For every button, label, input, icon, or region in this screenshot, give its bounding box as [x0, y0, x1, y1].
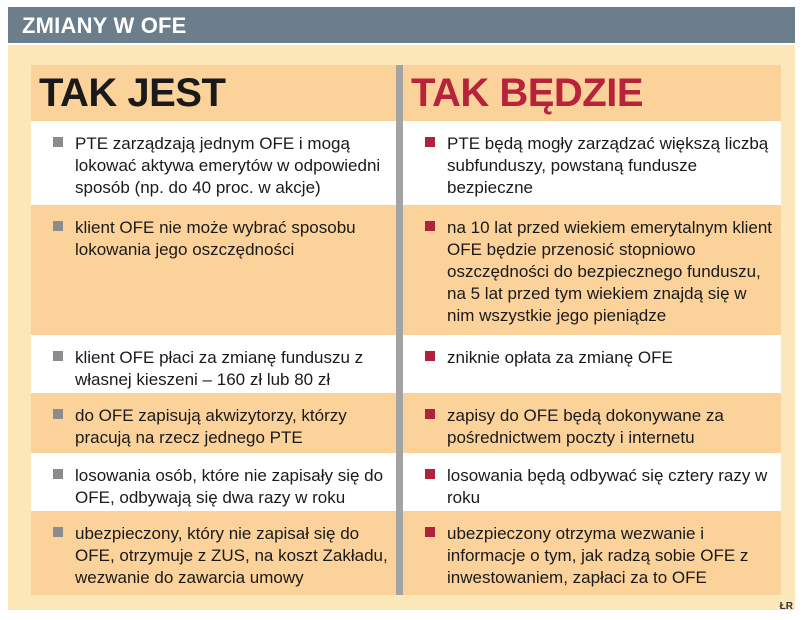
row-3-future-text: zniknie opłata za zmianę OFE: [447, 348, 673, 367]
column-header-future: [403, 65, 781, 121]
author-credit: ŁR: [779, 601, 793, 612]
column-divider: [396, 65, 403, 595]
bullet-square-icon: [425, 469, 435, 479]
column-header-current: [31, 65, 396, 121]
column-heading-future: TAK BĘDZIE: [411, 71, 644, 115]
bullet-square-icon: [53, 469, 63, 479]
bullet-square-icon: [53, 137, 63, 147]
bullet-square-icon: [425, 351, 435, 361]
bullet-square-icon: [53, 351, 63, 361]
row-2-current-text: klient OFE nie może wybrać sposobu lokowania jego oszczędności: [75, 218, 356, 259]
title-bar: [8, 7, 795, 43]
page-title: ZMIANY W OFE: [22, 13, 187, 38]
row-4-current: [31, 393, 396, 453]
bullet-square-icon: [53, 409, 63, 419]
row-6-current-text: ubezpieczony, który nie zapisał się do OFE, otrzymuje z ZUS, na koszt Zakładu, wezwanie do zawarcia umowy: [75, 524, 388, 587]
comparison-panel: [8, 45, 795, 610]
row-3-current: [31, 335, 396, 393]
row-1-current: [31, 121, 396, 205]
row-1-current-text: PTE zarządzają jednym OFE i mogą lokować aktywa emerytów w odpowiedni sposób (np. do 40 proc. w akcje): [75, 134, 381, 197]
bullet-square-icon: [425, 409, 435, 419]
row-5-future: [403, 453, 781, 511]
bullet-square-icon: [53, 221, 63, 231]
row-2-future: [403, 205, 781, 335]
row-5-current-text: losowania osób, które nie zapisały się do OFE, odbywają się dwa razy w roku: [75, 466, 384, 507]
row-5-current: [31, 453, 396, 511]
row-2-current: [31, 205, 396, 335]
row-4-future-text: zapisy do OFE będą dokonywane za pośrednictwem poczty i internetu: [447, 406, 724, 447]
row-4-current-text: do OFE zapisują akwizytorzy, którzy pracują na rzecz jednego PTE: [75, 406, 347, 447]
row-6-future-text: ubezpieczony otrzyma wezwanie i informacje o tym, jak radzą sobie OFE z inwestowaniem, zapłaci za to OFE: [447, 524, 749, 587]
row-3-current-text: klient OFE płaci za zmianę funduszu z własnej kieszeni – 160 zł lub 80 zł: [75, 348, 364, 389]
row-3-future: [403, 335, 781, 393]
row-6-future: [403, 511, 781, 595]
row-1-future-text: PTE będą mogły zarządzać większą liczbą subfunduszy, powstaną fundusze bezpieczne: [447, 134, 769, 197]
column-heading-current: TAK JEST: [39, 71, 226, 115]
bullet-square-icon: [425, 527, 435, 537]
row-6-current: [31, 511, 396, 595]
bullet-square-icon: [425, 221, 435, 231]
row-1-future: [403, 121, 781, 205]
row-5-future-text: losowania będą odbywać się cztery razy w roku: [447, 466, 768, 507]
bullet-square-icon: [53, 527, 63, 537]
row-4-future: [403, 393, 781, 453]
row-2-future-text: na 10 lat przed wiekiem emerytalnym klient OFE będzie przenosić stopniowo oszczędności do bezpiecznego funduszu, na 5 lat przed tym wiekiem znajdą się w nim wszystkie jego pieniądze: [447, 218, 773, 325]
bullet-square-icon: [425, 137, 435, 147]
